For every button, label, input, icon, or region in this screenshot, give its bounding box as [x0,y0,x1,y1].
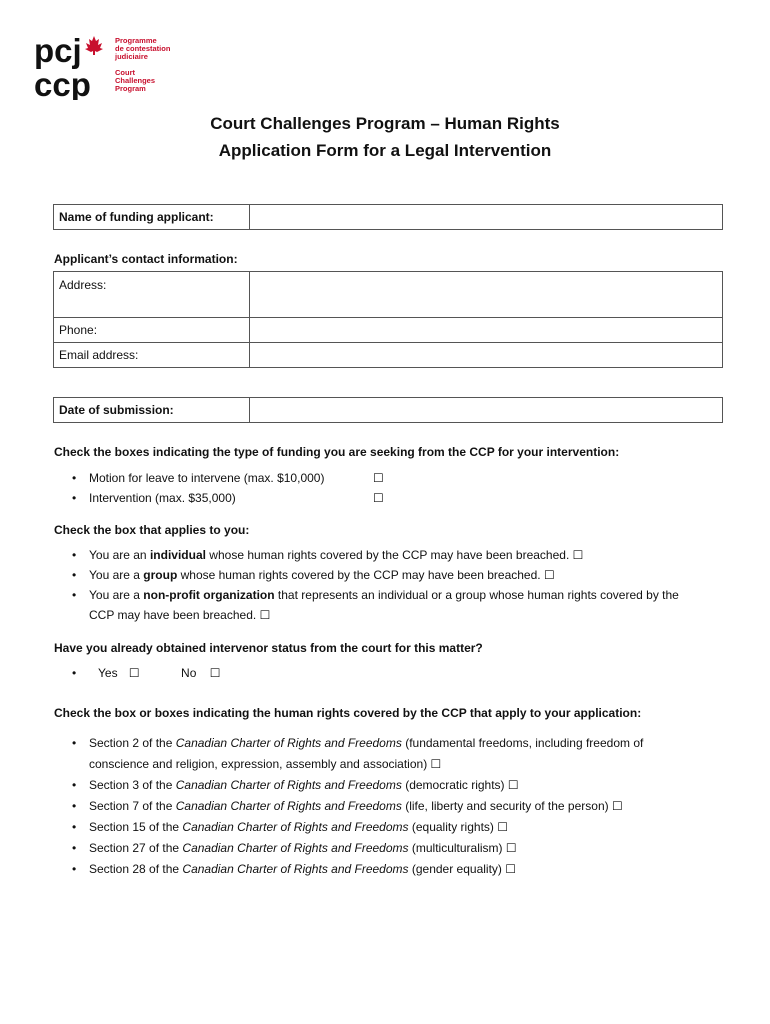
list-item [54,468,384,488]
no-checkbox[interactable]: ☐ [209,666,221,680]
phone-label: Phone: [54,318,250,343]
applies-item2-bold: group [143,568,178,582]
logo-ccp-text: ccp [34,66,91,100]
list-item [54,817,643,838]
s2-text-end: (fundamental freedoms, including freedom of [401,736,644,750]
address-field[interactable] [250,272,723,318]
s7-text-end: (life, liberty and security of the person) [401,799,609,813]
status-list [54,663,220,683]
list-item [54,488,384,508]
pcj-ccp-wordmark [34,34,109,100]
s3-text-end: (democratic rights) [401,778,505,792]
address-label: Address: [54,272,250,318]
list-item [54,859,643,880]
applies-item2-text: You are a [89,568,144,582]
logo-en-line2: Challenges [115,76,156,85]
contact-heading: Applicant’s contact information: [54,252,238,266]
intervention-label: Intervention (max. $35,000) [89,491,236,505]
submission-date-table [53,397,723,423]
section-2-checkbox[interactable]: ☐ [430,757,442,771]
applies-item3-text-end: that represents an individual or a group whose human rights covered by the [274,588,679,602]
applies-item3-bold: non-profit organization [143,588,275,602]
list-item [54,663,220,683]
charter-title: Canadian Charter of Rights and Freedoms [182,820,409,834]
s7-text: Section 7 of the [89,799,176,813]
section-3-checkbox[interactable]: ☐ [507,778,519,792]
rights-list [54,733,643,880]
applies-item1-bold: individual [149,548,206,562]
yes-checkbox[interactable]: ☐ [128,666,140,680]
ccp-logo [34,34,174,100]
s15-text-end: (equality rights) [408,820,494,834]
email-field[interactable] [250,343,723,368]
s28-text: Section 28 of the [89,862,183,876]
logo-fr-line2: de contestation [115,44,171,53]
s28-text-end: (gender equality) [408,862,502,876]
charter-title: Canadian Charter of Rights and Freedoms [182,841,409,855]
maple-leaf-icon [85,36,103,55]
applicant-name-table [53,204,723,230]
phone-field[interactable] [250,318,723,343]
individual-checkbox[interactable]: ☐ [572,548,584,562]
section-28-checkbox[interactable]: ☐ [505,862,517,876]
page-title-line1: Court Challenges Program – Human Rights [210,114,560,133]
list-item [54,585,679,605]
list-item [54,565,679,585]
charter-title: Canadian Charter of Rights and Freedoms [182,862,409,876]
yes-label: Yes [98,666,118,680]
list-item-continuation [54,605,679,625]
applicant-name-label: Name of funding applicant: [54,205,250,230]
applies-list [54,545,679,625]
no-label: No [181,666,197,680]
list-item [54,796,643,817]
s2-text: Section 2 of the [89,736,176,750]
applies-heading: Check the box that applies to you: [54,523,250,537]
rights-heading: Check the box or boxes indicating the human rights covered by the CCP that apply to your application: [54,706,642,720]
list-item-continuation [54,754,643,775]
submission-date-label: Date of submission: [54,398,250,423]
section-15-checkbox[interactable]: ☐ [497,820,509,834]
contact-table [53,271,723,368]
group-checkbox[interactable]: ☐ [543,568,555,582]
logo-fr-line1: Programme [115,36,157,45]
list-item [54,838,643,859]
section-27-checkbox[interactable]: ☐ [505,841,517,855]
funding-heading: Check the boxes indicating the type of funding you are seeking from the CCP for your intervention: [54,445,620,459]
list-item [54,775,643,796]
logo-en-line1: Court [115,68,135,77]
logo-en-line3: Program [115,84,146,93]
logo-fr-line3: judiciaire [115,52,148,61]
intervention-checkbox[interactable]: ☐ [373,491,384,505]
section-7-checkbox[interactable]: ☐ [611,799,623,813]
s2-cont: conscience and religion, expression, assembly and association) [89,757,428,771]
applies-item3-text: You are a [89,588,144,602]
s27-text: Section 27 of the [89,841,183,855]
status-heading: Have you already obtained intervenor status from the court for this matter? [54,641,483,655]
email-label: Email address: [54,343,250,368]
applicant-name-field[interactable] [250,205,723,230]
s15-text: Section 15 of the [89,820,183,834]
applies-item3-cont: CCP may have been breached. [89,608,257,622]
list-item [54,733,643,754]
charter-title: Canadian Charter of Rights and Freedoms [175,799,402,813]
nonprofit-checkbox[interactable]: ☐ [259,608,271,622]
list-item [54,545,679,565]
motion-checkbox[interactable]: ☐ [373,471,384,485]
motion-label: Motion for leave to intervene (max. $10,000) [89,471,325,485]
charter-title: Canadian Charter of Rights and Freedoms [175,736,402,750]
funding-list [54,468,384,508]
charter-title: Canadian Charter of Rights and Freedoms [175,778,402,792]
page-title-line2: Application Form for a Legal Intervention [218,141,552,160]
applies-item2-text-end: whose human rights covered by the CCP may have been breached. [177,568,541,582]
applies-item1-text: You are an [89,548,150,562]
applies-item1-text-end: whose human rights covered by the CCP may have been breached. [205,548,570,562]
logo-pcj-text: pcj [34,34,82,69]
submission-date-field[interactable] [250,398,723,423]
s27-text-end: (multiculturalism) [408,841,503,855]
s3-text: Section 3 of the [89,778,176,792]
